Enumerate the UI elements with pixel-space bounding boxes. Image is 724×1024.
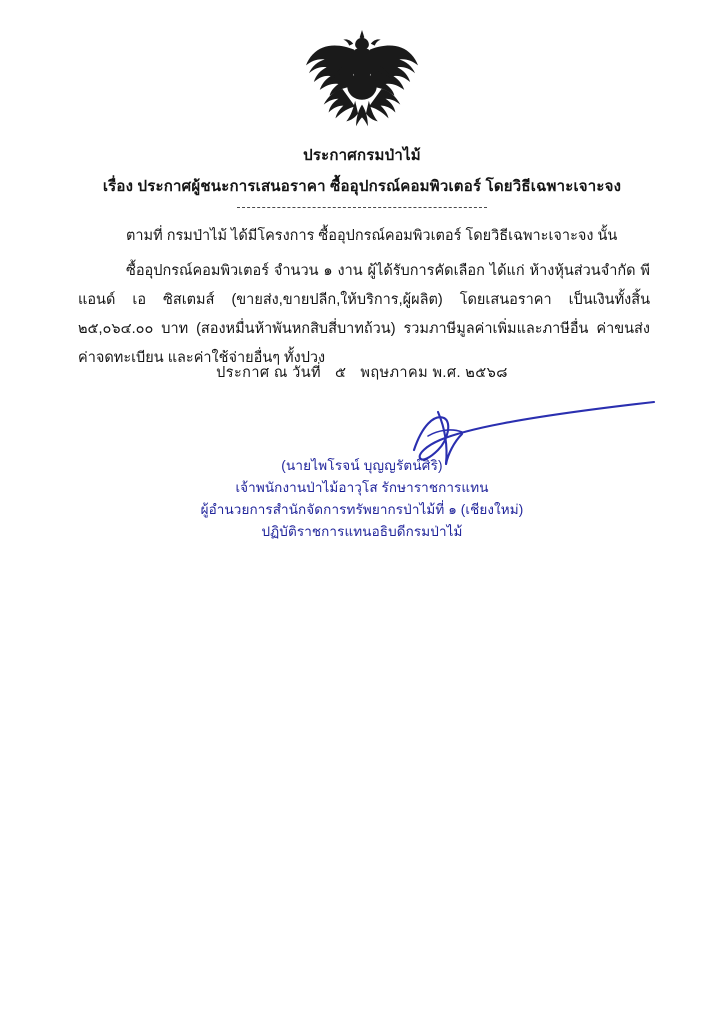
page-title: ประกาศกรมป่าไม้ bbox=[303, 147, 421, 164]
date-month-year: พฤษภาคม พ.ศ. ๒๕๖๘ bbox=[360, 365, 508, 381]
garuda-emblem bbox=[303, 28, 421, 140]
signer-block bbox=[0, 455, 724, 542]
signer-position-3: ปฏิบัติราชการแทนอธิบดีกรมป่าไม้ bbox=[261, 523, 463, 539]
date-line bbox=[0, 361, 724, 384]
signer-position-1: เจ้าพนักงานป่าไม้อาวุโส รักษาราชการแทน bbox=[235, 479, 489, 495]
emblem-container bbox=[0, 28, 724, 140]
document-subject: เรื่อง ประกาศผู้ชนะการเสนอราคา ซื้ออุปกรณ์คอมพิวเตอร์ โดยวิธีเฉพาะเจาะจง bbox=[102, 177, 622, 195]
paragraph-2: ซื้ออุปกรณ์คอมพิวเตอร์ จำนวน ๑ งาน ผู้ได้รับการคัดเลือก ได้แก่ ห้างหุ้นส่วนจำกัด พี แอนด์ เอ ซิสเตมส์ (ขายส่ง,ขายปลีก,ให้บริการ,ผู้ผลิต) โดยเสนอราคา เป็นเงินทั้งสิ้น ๒๕,๐๖๔.๐๐ บาท (สองหมื่นห้าพันหกสิบสี่บาทถ้วน) รวมภาษีมูลค่าเพิ่มและภาษีอื่น ค่าขนส่ง ค่าจดทะเบียน และค่าใช้จ่ายอื่นๆ ทั้งปวง bbox=[78, 263, 650, 366]
signer-name: (นายไพโรจน์ บุญญรัตน์ศิริ) bbox=[281, 458, 443, 473]
signer-position-2: ผู้อำนวยการสำนักจัดการทรัพยากรป่าไม้ที่ ๑ (เชียงใหม่) bbox=[200, 501, 524, 517]
dashed-divider bbox=[237, 207, 487, 208]
paragraph-1: ตามที่ กรมป่าไม้ ได้มีโครงการ ซื้ออุปกรณ์คอมพิวเตอร์ โดยวิธีเฉพาะเจาะจง นั้น bbox=[126, 228, 618, 244]
date-day: ๕ bbox=[335, 365, 347, 381]
heading-block bbox=[0, 145, 724, 208]
body-block bbox=[78, 222, 650, 373]
date-prefix: ประกาศ ณ วันที่ bbox=[216, 365, 321, 381]
